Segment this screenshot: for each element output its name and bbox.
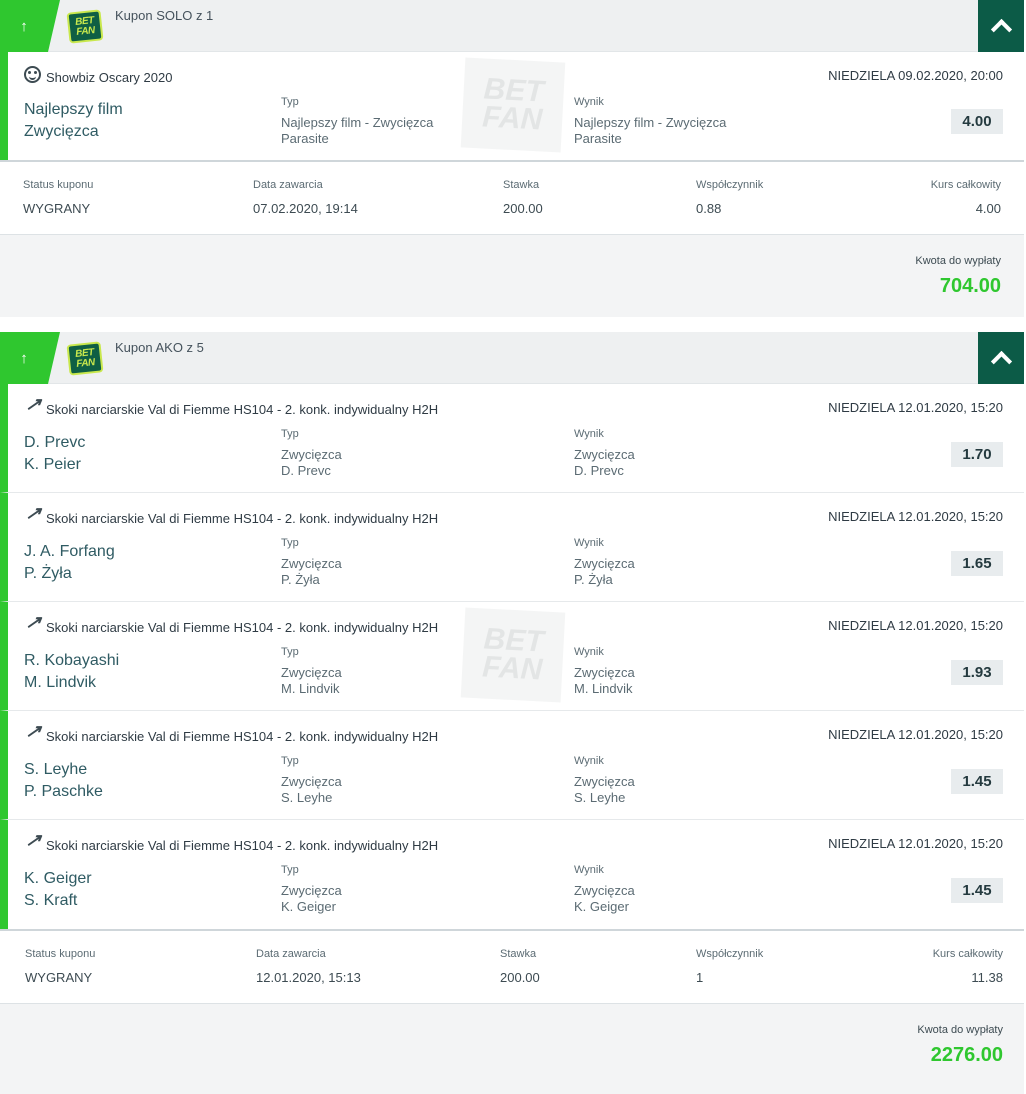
wynik-label: Wynik xyxy=(574,428,604,440)
coefficient-label: Współczynnik xyxy=(696,948,764,960)
team-home: K. Geiger xyxy=(24,870,92,887)
event-name: Skoki narciarskie Val di Fiemme HS104 - 2. konk. indywidualny H2H xyxy=(46,838,439,853)
typ-value: Zwycięzca xyxy=(281,665,342,680)
typ-value: Zwycięzca xyxy=(281,556,342,571)
bet-event xyxy=(0,52,1024,161)
total-odds-label: Kurs całkowity xyxy=(930,179,1001,191)
typ-selection: P. Żyła xyxy=(281,572,320,587)
ski-jump-icon: ↗ xyxy=(24,830,43,850)
typ-label: Typ xyxy=(281,646,299,658)
team-home: S. Leyhe xyxy=(24,761,88,778)
coupon-title: Kupon AKO z 5 xyxy=(115,340,204,355)
typ-selection: K. Geiger xyxy=(281,899,336,914)
coupon-title: Kupon SOLO z 1 xyxy=(115,8,214,23)
event-date: NIEDZIELA 09.02.2020, 20:00 xyxy=(828,68,1003,83)
status-value: WYGRANY xyxy=(23,201,91,216)
typ-value: Zwycięzca xyxy=(281,883,342,898)
stake-label: Stawka xyxy=(500,948,537,960)
betfan-watermark: BET FAN xyxy=(461,607,566,702)
typ-selection: D. Prevc xyxy=(281,463,331,478)
betfan-logo: BET FAN xyxy=(66,341,103,375)
ski-jump-icon: ↗ xyxy=(24,394,43,414)
bet-event xyxy=(0,384,1024,493)
event-date: NIEDZIELA 12.01.2020, 15:20 xyxy=(828,836,1003,851)
event-name: Skoki narciarskie Val di Fiemme HS104 - 2. konk. indywidualny H2H xyxy=(46,729,439,744)
ski-jump-icon: ↗ xyxy=(24,503,43,523)
stake-value: 200.00 xyxy=(500,970,540,985)
payout-label: Kwota do wypłaty xyxy=(917,1024,1003,1036)
date-value: 07.02.2020, 19:14 xyxy=(253,201,358,216)
total-odds-value: 4.00 xyxy=(975,201,1001,216)
team-away: Zwycięzca xyxy=(24,123,99,140)
coupon-summary xyxy=(0,160,1024,235)
ski-jump-icon: ↗ xyxy=(24,721,43,741)
coefficient-value: 1 xyxy=(696,970,704,985)
bet-event xyxy=(0,711,1024,820)
event-name: Skoki narciarskie Val di Fiemme HS104 - 2. konk. indywidualny H2H xyxy=(46,402,439,417)
event-name: Skoki narciarskie Val di Fiemme HS104 - 2. konk. indywidualny H2H xyxy=(46,511,439,526)
wynik-value: Zwycięzca xyxy=(574,665,635,680)
wynik-label: Wynik xyxy=(574,646,604,658)
typ-selection: Parasite xyxy=(281,131,329,146)
odds-badge: 1.45 xyxy=(951,769,1003,794)
team-home: R. Kobayashi xyxy=(24,652,120,669)
expand-toggle-button[interactable] xyxy=(0,332,48,384)
payout-section xyxy=(0,1004,1024,1094)
odds-badge: 1.70 xyxy=(951,442,1003,467)
typ-value: Zwycięzca xyxy=(281,774,342,789)
payout-label: Kwota do wypłaty xyxy=(915,255,1001,267)
event-date: NIEDZIELA 12.01.2020, 15:20 xyxy=(828,618,1003,633)
chevron-up-icon[interactable] xyxy=(978,332,1024,384)
bet-event xyxy=(0,602,1024,711)
wynik-value: Najlepszy film - Zwycięzca xyxy=(574,115,727,130)
payout-amount: 704.00 xyxy=(939,275,1001,297)
wynik-value: Zwycięzca xyxy=(574,556,635,571)
team-away: S. Kraft xyxy=(24,892,78,909)
wynik-value: Zwycięzca xyxy=(574,774,635,789)
typ-selection: M. Lindvik xyxy=(281,681,340,696)
stake-value: 200.00 xyxy=(503,201,543,216)
team-away: K. Peier xyxy=(24,456,81,473)
wynik-value: Zwycięzca xyxy=(574,447,635,462)
team-away: P. Żyła xyxy=(24,565,72,582)
total-odds-label: Kurs całkowity xyxy=(932,948,1003,960)
total-odds-value: 11.38 xyxy=(971,970,1003,985)
payout-amount: 2276.00 xyxy=(930,1044,1003,1066)
betfan-logo: BET FAN xyxy=(66,9,103,43)
date-label: Data zawarcia xyxy=(256,948,326,960)
wynik-selection: K. Geiger xyxy=(574,899,629,914)
wynik-label: Wynik xyxy=(574,755,604,767)
smile-icon xyxy=(24,66,41,83)
typ-selection: S. Leyhe xyxy=(281,790,333,805)
ski-jump-icon: ↗ xyxy=(24,612,43,632)
coefficient-value: 0.88 xyxy=(696,201,722,216)
typ-label: Typ xyxy=(281,428,299,440)
wynik-selection: D. Prevc xyxy=(574,463,624,478)
wynik-selection: Parasite xyxy=(574,131,622,146)
betfan-watermark: BET FAN xyxy=(461,57,566,152)
payout-section xyxy=(0,235,1024,317)
event-date: NIEDZIELA 12.01.2020, 15:20 xyxy=(828,509,1003,524)
bet-event xyxy=(0,493,1024,602)
odds-badge: 1.45 xyxy=(951,878,1003,903)
chevron-up-icon[interactable] xyxy=(978,0,1024,52)
coupon-solo xyxy=(0,0,1024,316)
wynik-selection: P. Żyła xyxy=(574,572,613,587)
typ-value: Najlepszy film - Zwycięzca xyxy=(281,115,434,130)
status-label: Status kuponu xyxy=(25,948,96,960)
date-label: Data zawarcia xyxy=(253,179,323,191)
coupon-header xyxy=(0,0,1024,52)
team-home: D. Prevc xyxy=(24,434,86,451)
expand-toggle-button[interactable] xyxy=(0,0,48,52)
typ-label: Typ xyxy=(281,96,299,108)
coupon-summary xyxy=(0,929,1024,1004)
typ-value: Zwycięzca xyxy=(281,447,342,462)
odds-badge: 1.65 xyxy=(951,551,1003,576)
event-date: NIEDZIELA 12.01.2020, 15:20 xyxy=(828,400,1003,415)
typ-label: Typ xyxy=(281,755,299,767)
bet-event xyxy=(0,820,1024,930)
event-name: Skoki narciarskie Val di Fiemme HS104 - 2. konk. indywidualny H2H xyxy=(46,620,439,635)
team-away: P. Paschke xyxy=(24,783,103,800)
wynik-label: Wynik xyxy=(574,96,604,108)
odds-badge: 1.93 xyxy=(951,660,1003,685)
arrow-up-icon: ↑ xyxy=(20,17,28,35)
wynik-value: Zwycięzca xyxy=(574,883,635,898)
wynik-label: Wynik xyxy=(574,537,604,549)
event-date: NIEDZIELA 12.01.2020, 15:20 xyxy=(828,727,1003,742)
wynik-selection: M. Lindvik xyxy=(574,681,633,696)
event-name: Showbiz Oscary 2020 xyxy=(46,70,173,85)
arrow-up-icon: ↑ xyxy=(20,349,28,367)
team-home: J. A. Forfang xyxy=(24,543,115,560)
coupon-header xyxy=(0,332,1024,384)
team-home: Najlepszy film xyxy=(24,101,123,118)
date-value: 12.01.2020, 15:13 xyxy=(256,970,361,985)
coupon-ako xyxy=(0,332,1024,1094)
coefficient-label: Współczynnik xyxy=(696,179,764,191)
stake-label: Stawka xyxy=(503,179,540,191)
typ-label: Typ xyxy=(281,864,299,876)
odds-badge: 4.00 xyxy=(951,109,1003,134)
status-value: WYGRANY xyxy=(25,970,93,985)
wynik-selection: S. Leyhe xyxy=(574,790,626,805)
wynik-label: Wynik xyxy=(574,864,604,876)
team-away: M. Lindvik xyxy=(24,674,97,691)
status-label: Status kuponu xyxy=(23,179,94,191)
typ-label: Typ xyxy=(281,537,299,549)
